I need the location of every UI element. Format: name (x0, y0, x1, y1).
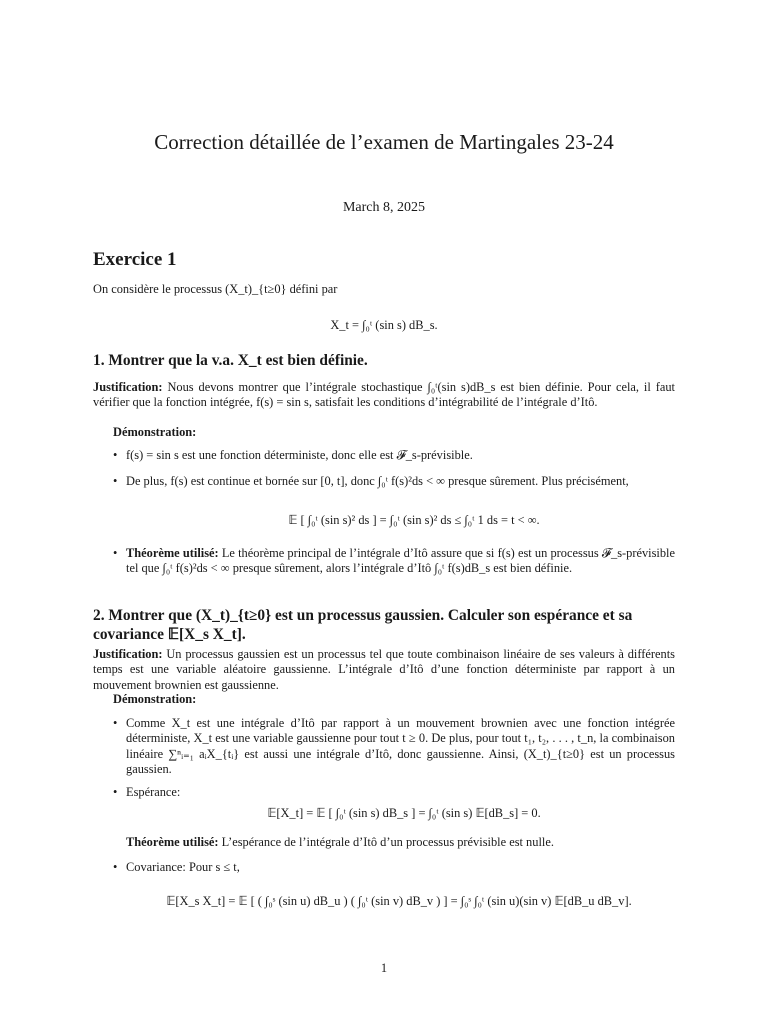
q2-demo-label: Démonstration: (113, 692, 197, 706)
q2-bullet-1: Comme X_t est une intégrale d’Itô par rapport à un mouvement brownien avec une fonction intégrée déterministe, X_t est une variable gaussienne pour tout t ≥ 0. De plus, pour tout t₁, t₂, . . . , t_n, la combinaison linéaire ∑ⁿᵢ₌₁ aᵢX_{tᵢ} est aussi une intégrale d’Itô, donc gaussienne. Ainsi, (X_t)_{t≥0} est un processus gaussien. (126, 716, 675, 776)
q1-justification (93, 380, 675, 411)
page-number: 1 (380, 961, 388, 975)
equation-bullet-2: 𝔼 [ ∫₀ᵗ (sin s)² ds ] = ∫₀ᵗ (sin s)² ds ≤ ∫₀ᵗ 1 ds = t < ∞. (288, 513, 540, 527)
q1-justification-text: Nous devons montrer que l’intégrale stochastique ∫₀ᵗ(sin s)dB_s est bien définie. Pour cela, il faut vérifier que la fonction intégrée, f(s) = sin s, satisfait les conditions d’intégrabilité de l’intégrale d’Itô. (93, 380, 675, 410)
q2-theorem-text: L’espérance de l’intégrale d’Itô d’un processus prévisible est nulle. (221, 835, 554, 849)
equation-definition: X_t = ∫₀ᵗ (sin s) dB_s. (330, 318, 438, 332)
equation-esperance: 𝔼[X_t] = 𝔼 [ ∫₀ᵗ (sin s) dB_s ] = ∫₀ᵗ (sin s) 𝔼[dB_s] = 0. (267, 806, 541, 820)
bullet-marker: • (113, 785, 118, 799)
bullet-marker: • (113, 860, 118, 874)
bullet-marker: • (113, 448, 118, 462)
q2-bullet-3: Covariance: Pour s ≤ t, (126, 860, 240, 874)
question-2-heading: 2. Montrer que (X_t)_{t≥0} est un processus gaussien. Calculer son espérance et sa covariance 𝔼[X_s X_t]. (93, 607, 633, 643)
q1-demo-label: Démonstration: (113, 425, 197, 439)
q2-theorem (126, 835, 675, 850)
equation-covariance: 𝔼[X_s X_t] = 𝔼 [ ( ∫₀ˢ (sin u) dB_u ) ( ∫₀ᵗ (sin v) dB_v ) ] = ∫₀ˢ ∫₀ᵗ (sin u)(sin v) 𝔼[dB_u dB_v]. (166, 894, 632, 908)
q2-justification-label: Justification: (93, 647, 163, 661)
document-title: Correction détaillée de l’examen de Martingales 23-24 (154, 130, 614, 154)
q1-bullet-3 (126, 546, 675, 577)
q2-justification (93, 647, 675, 693)
question-1-heading: 1. Montrer que la v.a. X_t est bien définie. (93, 352, 368, 369)
q2-justification-text: Un processus gaussien est un processus tel que toute combinaison linéaire de ses valeurs à différents temps est une variable aléatoire gaussienne. L’intégrale d’Itô d’une fonction déterministe par rapport à un mouvement brownien est gaussienne. (93, 647, 675, 692)
bullet-marker: • (113, 716, 118, 730)
intro-text: On considère le processus (X_t)_{t≥0} défini par (93, 282, 338, 296)
q1-justification-label: Justification: (93, 380, 163, 394)
bullet-marker: • (113, 474, 118, 488)
section-heading: Exercice 1 (93, 249, 177, 270)
q1-theorem-label: Théorème utilisé: (126, 546, 219, 560)
q2-theorem-label: Théorème utilisé: (126, 835, 219, 849)
bullet-marker: • (113, 546, 118, 560)
q2-bullet-2: Espérance: (126, 785, 181, 799)
q1-theorem-text: Le théorème principal de l’intégrale d’Itô assure que si f(s) est un processus 𝓕_s-prévisible tel que ∫₀ᵗ f(s)²ds < ∞ presque sûrement, alors l’intégrale d’Itô ∫₀ᵗ f(s)dB_s est bien définie. (126, 546, 676, 576)
document-date: March 8, 2025 (342, 200, 426, 215)
q1-bullet-2: De plus, f(s) est continue et bornée sur [0, t], donc ∫₀ᵗ f(s)²ds < ∞ presque sûrement. Plus précisément, (126, 474, 629, 488)
q1-bullet-1: f(s) = sin s est une fonction déterministe, donc elle est 𝓕_s-prévisible. (126, 448, 473, 462)
